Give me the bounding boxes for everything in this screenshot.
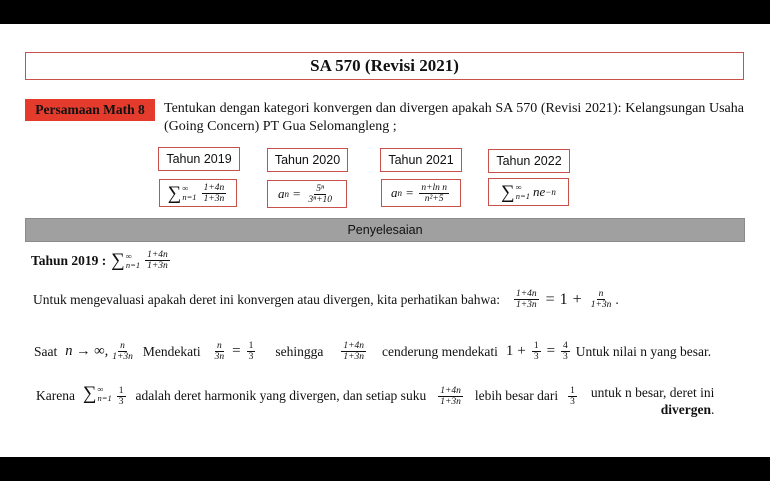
line3-fraction-a: $\frac{1}{3}$ xyxy=(118,386,124,407)
formula-2020: a n = $\frac{\text{5ⁿ}}{\text{3ⁿ+10}}$ xyxy=(267,180,347,208)
line3-sum: ∑ ∞ n=1 xyxy=(82,383,112,404)
line1-fraction-a: $\frac{1+4n}{1+3n}$ xyxy=(515,289,537,310)
line2-fraction-e: $\frac{1}{3}$ xyxy=(533,341,539,362)
formula-2021: a n = $\frac{\text{n+ln n}}{\text{n²+5}}$ xyxy=(381,179,461,207)
solution-line-2: Saat n → ∞, $\frac{n}{1+3n}$ Mendekati $\frac{n}{3n}$ = $\frac{1}{3}$ sehingga $\frac{1+4n}{1+3n}$ cenderung mendekati 1 + $\frac{1}{3}$ = $\frac{4}{3}$ Untuk nilai n yang besar. xyxy=(34,341,712,362)
line2-fraction-b: $\frac{n}{3n}$ xyxy=(214,341,225,362)
fraction-2019: $\frac{1+4n}{1+3n}$ xyxy=(203,182,225,204)
heading-fraction: $\frac{1+4n}{1+3n}$ xyxy=(147,250,168,271)
fraction-2021: $\frac{\text{n+ln n}}{\text{n²+5}}$ xyxy=(421,182,448,204)
heading-sum: ∑ ∞ n=1 xyxy=(111,250,141,271)
sum-symbol-2019: ∑ ∞ n=1 xyxy=(167,182,197,204)
line3-fraction-c: $\frac{1}{3}$ xyxy=(570,386,575,407)
slide-title xyxy=(25,52,744,80)
section-header xyxy=(25,218,745,242)
solution-line-3: Karena ∑ ∞ n=1 $\frac{1}{3}$ adalah deret harmonik yang divergen, dan setiap suku $\frac{1+4n}{1+3n}$ lebih besar dari $\frac{1}{3}$ untuk n besar, deret ini divergen. xyxy=(36,383,715,417)
year-2022-label: Tahun 2022 xyxy=(496,154,562,168)
formula-2022: ∑ ∞ n=1 ne −n xyxy=(488,178,569,206)
year-2019-label: Tahun 2019 xyxy=(166,152,232,166)
line3-end: untuk n besar, deret ini divergen. xyxy=(590,385,715,417)
line3-fraction-b: $\frac{1+4n}{1+3n}$ xyxy=(440,386,461,407)
line2-fraction-c: $\frac{1}{3}$ xyxy=(248,341,254,362)
line2-fraction-a: $\frac{n}{1+3n}$ xyxy=(112,341,133,362)
year-2020-box xyxy=(267,148,348,172)
line2-fraction-d: $\frac{1+4n}{1+3n}$ xyxy=(343,341,365,362)
line1-fraction-b: $\frac{n}{1+3n}$ xyxy=(590,289,612,310)
sum-symbol-2022: ∑ ∞ n=1 xyxy=(501,181,530,203)
solution-heading: Tahun 2019 : ∑ ∞ n=1 $\frac{1+4n}{1+3n}$ xyxy=(31,250,168,271)
year-2021-label: Tahun 2021 xyxy=(388,153,454,167)
slide xyxy=(0,24,770,457)
fraction-2020: $\frac{\text{5ⁿ}}{\text{3ⁿ+10}}$ xyxy=(308,183,332,205)
intro-text: Tentukan dengan kategori konvergen dan divergen apakah SA 570 (Revisi 2021): Kelangsungan Usaha (Going Concern) PT Gua Selomangleng ; xyxy=(164,101,744,134)
title-text: SA 570 (Revisi 2021) xyxy=(310,56,459,75)
year-2022-box xyxy=(488,149,570,173)
solution-line-1: Untuk mengevaluasi apakah deret ini konvergen atau divergen, kita perhatikan bahwa: $\frac{1+4n}{1+3n}$ = 1 + $\frac{n}{1+3n}$ . xyxy=(33,289,619,310)
equation-badge xyxy=(25,99,155,121)
year-2021-box xyxy=(380,148,462,172)
year-2020-label: Tahun 2020 xyxy=(274,153,341,167)
formula-2019 xyxy=(159,179,237,207)
year-2019-box xyxy=(158,147,240,171)
badge-text: Persamaan Math 8 xyxy=(35,102,145,117)
line2-fraction-f: $\frac{4}{3}$ xyxy=(563,341,568,362)
section-label: Penyelesaian xyxy=(347,223,423,237)
